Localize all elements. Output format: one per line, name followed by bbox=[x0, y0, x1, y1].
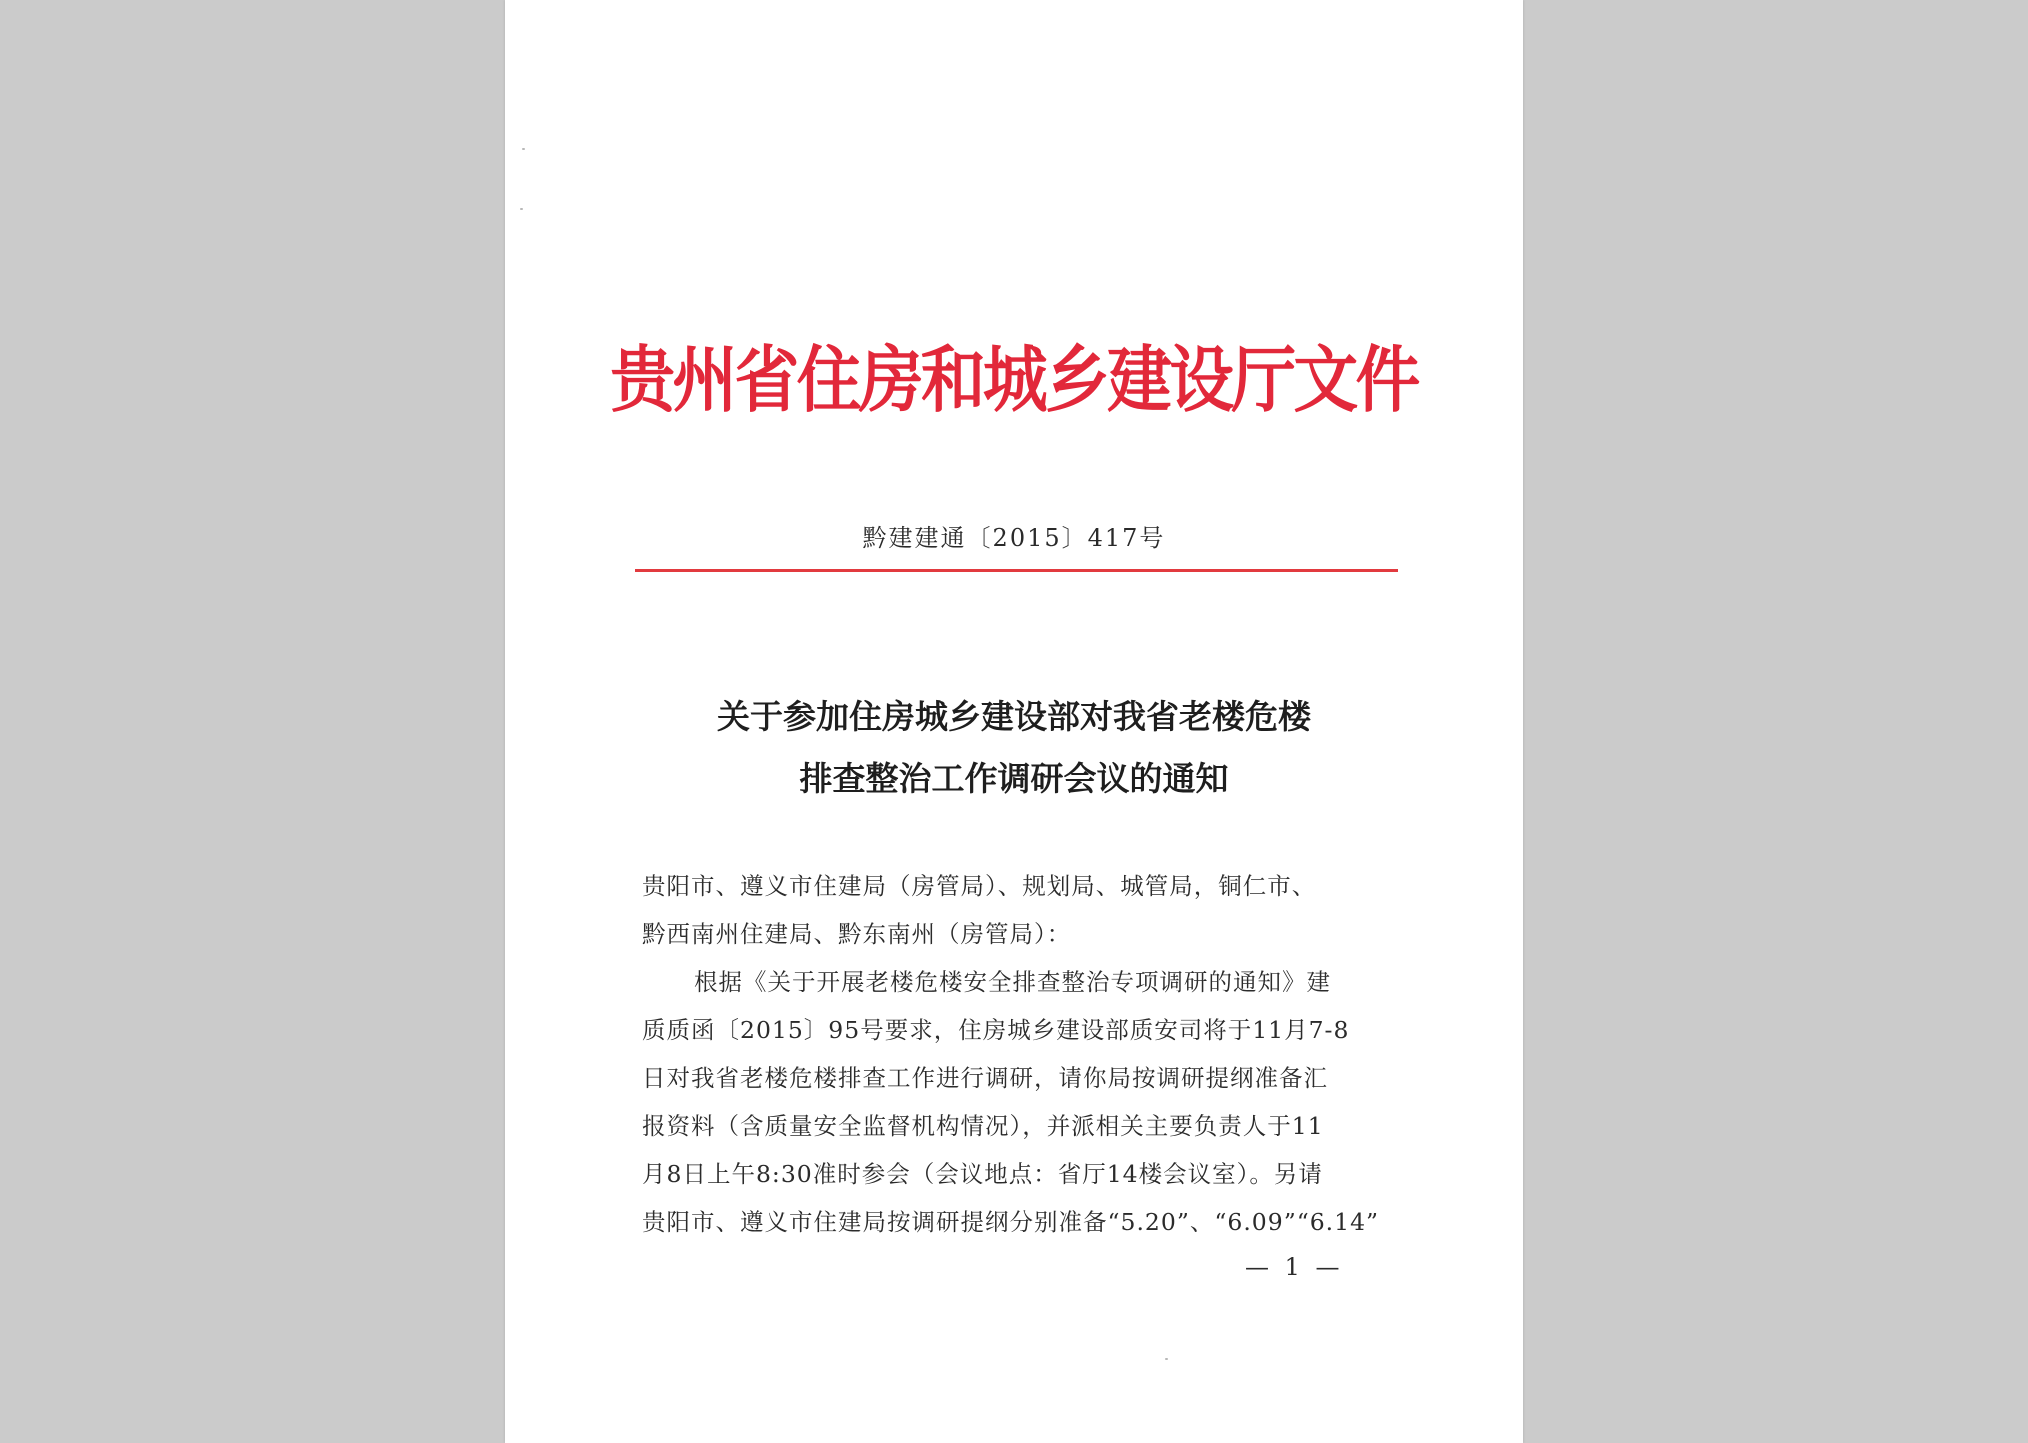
document-header: 贵州省住房和城乡建设厅文件 bbox=[610, 338, 1418, 422]
title-line: 关于参加住房城乡建设部对我省老楼危楼 bbox=[717, 697, 1311, 736]
document-number: 黔建建通〔2015〕417号 bbox=[862, 524, 1166, 552]
document-page bbox=[505, 0, 1523, 1443]
body-line: 报资料（含质量安全监督机构情况），并派相关主要负责人于11 bbox=[642, 1112, 1324, 1140]
title-line: 排查整治工作调研会议的通知 bbox=[799, 759, 1229, 798]
body-line: 根据《关于开展老楼危楼安全排查整治专项调研的通知》建 bbox=[694, 968, 1331, 996]
scan-speck bbox=[522, 148, 525, 150]
body-line: 贵阳市、遵义市住建局按调研提纲分别准备“5.20”、“6.09”“6.14” bbox=[642, 1208, 1380, 1236]
scan-speck bbox=[1165, 1358, 1168, 1360]
body-line: 日对我省老楼危楼排查工作进行调研，请你局按调研提纲准备汇 bbox=[642, 1064, 1328, 1092]
header-divider bbox=[635, 569, 1398, 572]
document-title bbox=[505, 686, 1523, 810]
body-line: 质质函〔2015〕95号要求，住房城乡建设部质安司将于11月7-8 bbox=[642, 1016, 1350, 1044]
page-number: — 1 — bbox=[1245, 1253, 1344, 1281]
document-body bbox=[642, 862, 1402, 1246]
scan-speck bbox=[520, 208, 523, 210]
body-line: 黔西南州住建局、黔东南州（房管局）： bbox=[642, 920, 1072, 948]
body-line: 贵阳市、遵义市住建局（房管局）、规划局、城管局，铜仁市、 bbox=[642, 872, 1317, 900]
body-line: 月8日上午8:30准时参会（会议地点：省厅14楼会议室）。另请 bbox=[642, 1160, 1323, 1188]
